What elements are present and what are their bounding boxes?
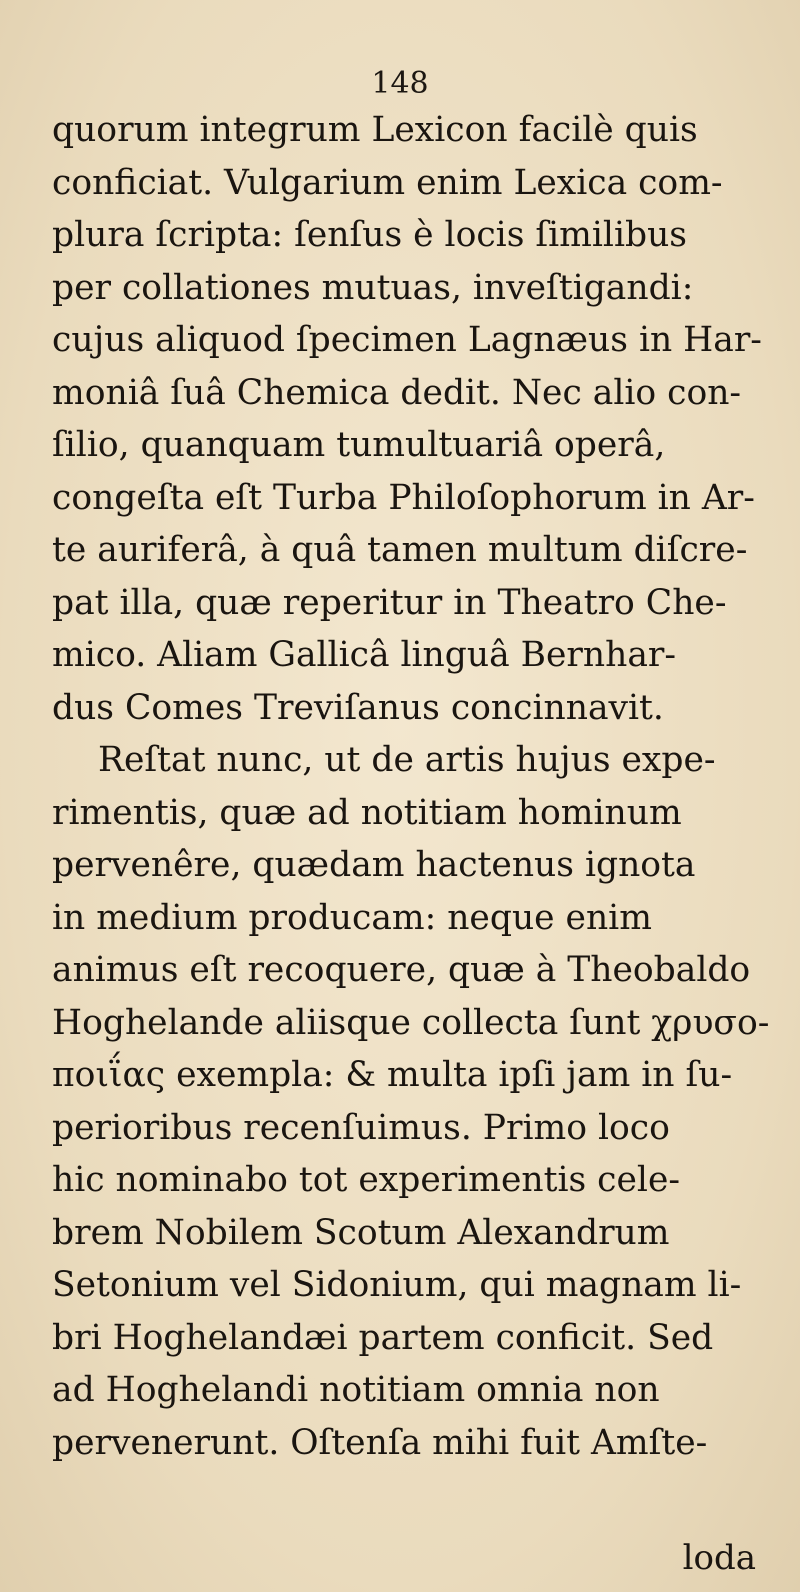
text-line: conficiat. Vulgarium enim Lexica com- — [52, 162, 723, 203]
page-number: 148 — [371, 66, 429, 101]
text-line: pervenerunt. Oſtenſa mihi fuit Amſte- — [52, 1422, 708, 1463]
text-line: pervenêre, quædam hactenus ignota — [52, 845, 696, 885]
text-line: ad Hoghelandi notitiam omnia non — [52, 1370, 660, 1410]
text-line: animus eſt recoquere, quæ à Theobaldo — [52, 950, 751, 990]
text-line: te auriferâ, à quâ tamen multum diſcre- — [52, 530, 748, 570]
text-line: Setonium vel Sidonium, qui magnam li- — [52, 1265, 742, 1305]
text-line: perioribus recenſuimus. Primo loco — [52, 1107, 670, 1148]
text-line: pat illa, quæ reperitur in Theatro Che- — [52, 582, 727, 623]
text-line: cujus aliquod ſpecimen Lagnæus in Har- — [52, 320, 762, 360]
text-line: Reſtat nunc, ut de artis hujus expe- — [98, 740, 716, 780]
body-text — [52, 104, 770, 1469]
text-line: brem Nobilem Scotum Alexandrum — [52, 1212, 670, 1253]
text-line: hic nominabo tot experimentis cele- — [52, 1160, 681, 1200]
text-line: plura ſcripta: ſenſus è locis ſimilibus — [52, 215, 687, 255]
text-line: ſilio, quanquam tumultuariâ operâ, — [52, 425, 666, 465]
text-line: in medium producam: neque enim — [52, 897, 652, 938]
text-line: quorum integrum Lexicon facilè quis — [52, 110, 698, 150]
text-line: Hoghelande aliisque collecta ſunt χρυσο- — [52, 1002, 770, 1043]
text-line: moniâ ſuâ Chemica dedit. Nec alio con- — [52, 372, 742, 413]
text-line: ποιΐας exempla: & multa ipſi jam in ſu- — [52, 1055, 733, 1095]
text-line: dus Comes Treviſanus concinnavit. — [52, 687, 664, 728]
text-line: bri Hoghelandæi partem conficit. Sed — [52, 1317, 714, 1358]
catchword: loda — [682, 1538, 756, 1578]
text-line: rimentis, quæ ad notitiam hominum — [52, 792, 682, 833]
text-line: per collationes mutuas, inveſtigandi: — [52, 267, 694, 308]
text-line: congeſta eſt Turba Philoſophorum in Ar- — [52, 477, 755, 518]
text-line: mico. Aliam Gallicâ linguâ Bernhar- — [52, 635, 677, 675]
